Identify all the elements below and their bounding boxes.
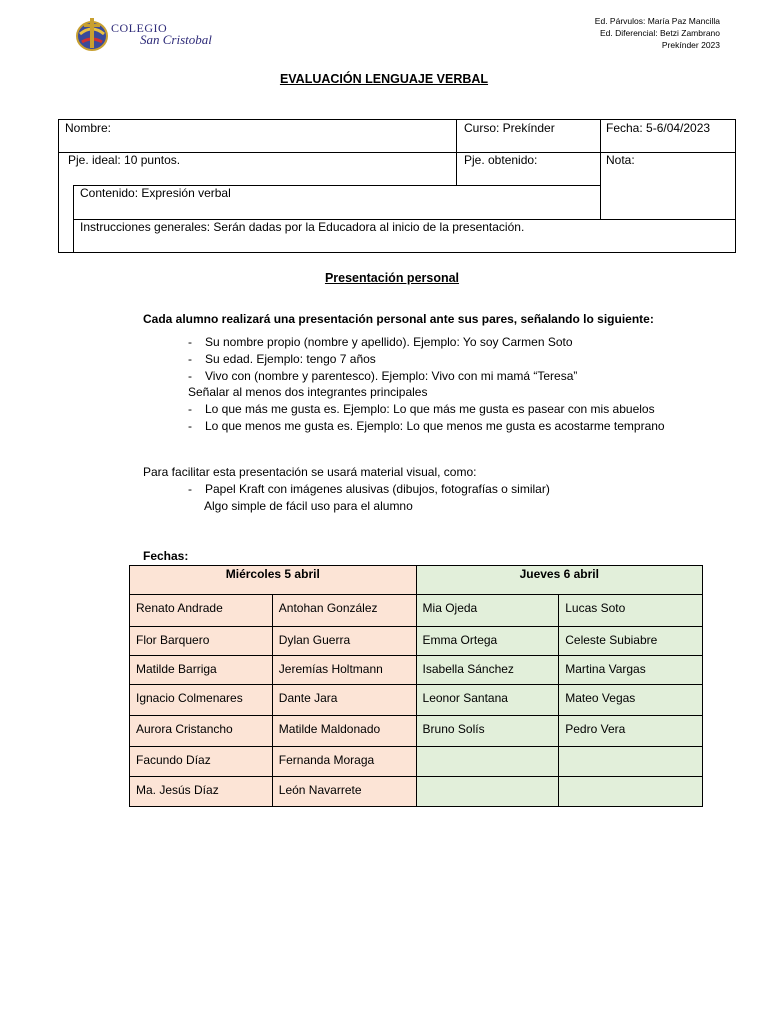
table-row [130, 656, 703, 685]
page-title: EVALUACIÓN LENGUAJE VERBAL [279, 72, 489, 86]
student-name-cell: Celeste Subiabre [559, 627, 703, 656]
section-title: Presentación personal [324, 271, 460, 285]
material-item: Papel Kraft con imágenes alusivas (dibujos, fotografías o similar) [205, 482, 550, 496]
student-name-cell: Bruno Solís [416, 716, 559, 747]
student-name-cell: Lucas Soto [559, 595, 703, 627]
content-label: Contenido: Expresión verbal [80, 186, 231, 200]
intro-text: Cada alumno realizará una presentación personal ante sus pares, señalando lo siguiente: [143, 312, 654, 326]
header-teacher-1: Ed. Párvulos: María Paz Mancilla [594, 16, 720, 26]
student-name-cell: Matilde Maldonado [272, 716, 416, 747]
student-info-table [58, 119, 736, 253]
day1-header: Miércoles 5 abril [130, 566, 417, 595]
course-label: Curso: Prekínder [464, 121, 555, 135]
student-name-cell: Ignacio Colmenares [130, 685, 273, 716]
instructions-label: Instrucciones generales: Serán dadas por la Educadora al inicio de la presentación. [80, 220, 525, 234]
table-row [130, 747, 703, 777]
student-name-cell [559, 777, 703, 807]
list-dash: - [188, 419, 192, 433]
student-name-cell: León Navarrete [272, 777, 416, 807]
material-intro: Para facilitar esta presentación se usará material visual, como: [143, 465, 477, 479]
list-dash: - [188, 335, 192, 349]
table-row [130, 716, 703, 747]
obtained-score-label: Pje. obtenido: [464, 153, 538, 167]
name-field-label: Nombre: [65, 121, 112, 135]
header-course-year: Prekínder 2023 [661, 40, 720, 50]
list-dash: - [188, 402, 192, 416]
student-name-cell: Fernanda Moraga [272, 747, 416, 777]
dates-label: Fechas: [143, 549, 189, 563]
list-item-lives-with: Vivo con (nombre y parentesco). Ejemplo: Vivo con mi mamá “Teresa” [205, 369, 578, 383]
student-name-cell [559, 747, 703, 777]
student-name-cell: Antohan González [272, 595, 416, 627]
table-row [130, 595, 703, 627]
list-item-likes: Lo que más me gusta es. Ejemplo: Lo que más me gusta es pasear con mis abuelos [205, 402, 655, 416]
ideal-score-label: Pje. ideal: 10 puntos. [68, 153, 181, 167]
student-name-cell: Pedro Vera [559, 716, 703, 747]
student-name-cell: Jeremías Holtmann [272, 656, 416, 685]
student-name-cell: Dylan Guerra [272, 627, 416, 656]
list-dash: - [188, 482, 192, 496]
student-name-cell: Emma Ortega [416, 627, 559, 656]
student-name-cell: Matilde Barriga [130, 656, 273, 685]
list-item-name: Su nombre propio (nombre y apellido). Ejemplo: Yo soy Carmen Soto [205, 335, 573, 349]
list-item-age: Su edad. Ejemplo: tengo 7 años [205, 352, 376, 366]
material-note: Algo simple de fácil uso para el alumno [204, 499, 413, 513]
student-name-cell [416, 777, 559, 807]
list-item-note: Señalar al menos dos integrantes principales [188, 385, 428, 399]
schedule-table [129, 565, 703, 807]
table-row [130, 627, 703, 656]
day2-header: Jueves 6 abril [416, 566, 702, 595]
student-name-cell: Ma. Jesús Díaz [130, 777, 273, 807]
student-name-cell: Aurora Cristancho [130, 716, 273, 747]
student-name-cell: Flor Barquero [130, 627, 273, 656]
header-teacher-2: Ed. Diferencial: Betzi Zambrano [600, 28, 720, 38]
list-dash: - [188, 352, 192, 366]
student-name-cell: Mateo Vegas [559, 685, 703, 716]
logo-text-colegio: COLEGIO [111, 21, 168, 35]
date-label: Fecha: 5-6/04/2023 [606, 121, 711, 135]
student-name-cell [416, 747, 559, 777]
list-item-dislikes: Lo que menos me gusta es. Ejemplo: Lo que menos me gusta es acostarme temprano [205, 419, 665, 433]
student-name-cell: Isabella Sánchez [416, 656, 559, 685]
grade-label: Nota: [606, 153, 635, 167]
table-row [130, 777, 703, 807]
student-name-cell: Martina Vargas [559, 656, 703, 685]
logo-text-name: San Cristobal [140, 32, 212, 47]
student-name-cell: Facundo Díaz [130, 747, 273, 777]
student-name-cell: Renato Andrade [130, 595, 273, 627]
student-name-cell: Dante Jara [272, 685, 416, 716]
globe-emblem-icon [72, 14, 112, 54]
list-dash: - [188, 369, 192, 383]
student-name-cell: Leonor Santana [416, 685, 559, 716]
student-name-cell: Mia Ojeda [416, 595, 559, 627]
table-row [130, 685, 703, 716]
